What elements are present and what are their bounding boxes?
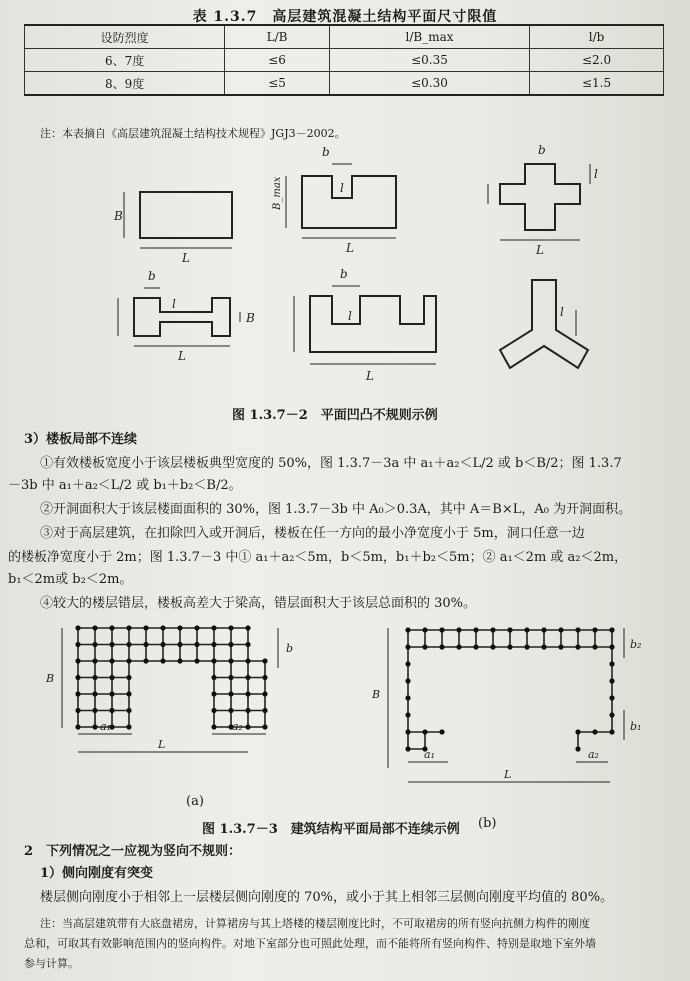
dim-label-a2: a₂ (588, 748, 599, 761)
dim-label-b: b (340, 267, 348, 281)
grid-node (245, 642, 250, 647)
dim-label-L: L (536, 243, 544, 257)
grid-node (575, 627, 580, 632)
note-line: 注：当高层建筑带有大底盘裙房，计算裙房与其上塔楼的楼层刚度比时，不可取裙房的所有竖向抗侧力构件的刚度 (40, 917, 590, 930)
dim-label-L: L (504, 768, 512, 781)
grid-node (109, 625, 114, 630)
grid-plan-a (75, 625, 267, 729)
grid-node (126, 658, 131, 663)
grid-node (490, 627, 495, 632)
grid-node (211, 691, 216, 696)
grid-node (558, 627, 563, 632)
grid-node (609, 712, 614, 717)
grid-node (592, 627, 597, 632)
table-cell: ≤6 (225, 49, 330, 72)
grid-node (422, 644, 427, 649)
grid-node (405, 644, 410, 649)
grid-node (439, 627, 444, 632)
grid-node (126, 675, 131, 680)
dim-label-B: B (114, 209, 123, 223)
grid-node (177, 625, 182, 630)
table-header-row (25, 25, 664, 49)
dim-label-l: l (594, 167, 598, 181)
paragraph-2: ②开洞面积大于该层楼面面积的 30%，图 1.3.7－3b 中 A₀＞0.3A，其中 A＝B×L，A₀ 为开洞面积。 (40, 502, 632, 517)
grid-node (422, 627, 427, 632)
grid-node (262, 675, 267, 680)
grid-node (143, 642, 148, 647)
grid-node (211, 658, 216, 663)
grid-node (439, 644, 444, 649)
dim-label-l: l (340, 181, 344, 195)
grid-node (609, 644, 614, 649)
grid-node (245, 708, 250, 713)
grid-node (211, 625, 216, 630)
note-line: 参与计算。 (24, 957, 79, 970)
dim-label-B: B (372, 688, 381, 701)
grid-node (507, 627, 512, 632)
grid-node (405, 627, 410, 632)
dim-label-a1: a₁ (424, 748, 435, 761)
paragraph-4: ④较大的楼层错层，楼板高差大于梁高，错层面积大于该层总面积的 30%。 (40, 596, 477, 611)
grid-node (109, 658, 114, 663)
grid-node (160, 625, 165, 630)
grid-node (177, 658, 182, 663)
grid-node (575, 644, 580, 649)
dim-label-b: b (286, 642, 294, 655)
notched-plan-shape (286, 164, 396, 238)
figure-label-a: (a) (186, 794, 204, 809)
grid-node (75, 675, 80, 680)
grid-node (143, 658, 148, 663)
figure-caption-1: 图 1.3.7－2 平面凹凸不规则示例 (232, 408, 438, 423)
table-cell: ≤5 (225, 72, 330, 96)
grid-node (194, 642, 199, 647)
grid-node (92, 708, 97, 713)
grid-node (228, 675, 233, 680)
dim-label-b: b (538, 143, 546, 157)
grid-node (92, 642, 97, 647)
grid-node (92, 675, 97, 680)
table-cell: 6、7度 (25, 49, 225, 72)
table-note: 注：本表摘自《高层建筑混凝土结构技术规程》JGJ3－2002。 (40, 127, 346, 140)
table-cell: ≤1.5 (530, 72, 664, 96)
table-header-cell: l/B_max (329, 25, 529, 49)
table-cell: 8、9度 (25, 72, 225, 96)
grid-node (211, 675, 216, 680)
grid-node (92, 691, 97, 696)
table-row (25, 49, 664, 72)
discontinuity-figure (0, 618, 690, 848)
grid-node (262, 724, 267, 729)
dim-label-a2: a₂ (232, 720, 243, 733)
cross-plan-shape (488, 164, 590, 240)
dim-label-Bmax: B_max (272, 176, 283, 210)
grid-node (92, 658, 97, 663)
grid-node (490, 644, 495, 649)
dim-label-b: b (148, 269, 156, 283)
grid-node (75, 658, 80, 663)
y-plan-shape (500, 280, 588, 368)
grid-node (592, 644, 597, 649)
grid-node (228, 708, 233, 713)
paragraph-3b: 的楼板净宽度小于 2m；图 1.3.7－3 中① a₁＋a₂＜5m，b＜5m，b₁＋b₂＜5m；② a₁＜2m 或 a₂＜2m， (8, 550, 628, 565)
grid-node (609, 678, 614, 683)
grid-node (211, 724, 216, 729)
paragraph-3a: ③对于高层建筑，在扣除凹入或开洞后，楼板在任一方向的最小净宽度小于 5m，洞口任意一边 (40, 526, 585, 541)
dim-label-l: l (172, 297, 176, 311)
grid-node (558, 644, 563, 649)
comb-plan-shape (294, 286, 436, 364)
grid-node (245, 675, 250, 680)
dim-label-l: l (348, 309, 352, 323)
grid-node (194, 625, 199, 630)
paragraph-3c: b₁＜2m或 b₂＜2m。 (8, 572, 133, 587)
table-title: 表 1.3.7 高层建筑混凝土结构平面尺寸限值 (192, 9, 498, 25)
dim-label-b2: b₂ (630, 638, 642, 651)
dim-label-L: L (182, 251, 190, 265)
grid-node (262, 691, 267, 696)
figure-label-b: (b) (478, 816, 497, 831)
rectangle-plan-shape (124, 192, 232, 248)
limits-table (24, 24, 664, 96)
grid-node (473, 644, 478, 649)
grid-node (456, 644, 461, 649)
grid-node (524, 627, 529, 632)
grid-node (75, 691, 80, 696)
table-cell: ≤0.30 (329, 72, 529, 96)
section-heading: 3）楼板局部不连续 (24, 432, 138, 447)
grid-node (126, 642, 131, 647)
dim-label-L: L (346, 241, 354, 255)
grid-node (507, 644, 512, 649)
grid-node (609, 661, 614, 666)
table-cell: ≤0.35 (329, 49, 529, 72)
grid-node (262, 658, 267, 663)
grid-node (109, 675, 114, 680)
grid-node (405, 712, 410, 717)
grid-node (126, 724, 131, 729)
grid-node (194, 658, 199, 663)
grid-node (245, 691, 250, 696)
table-cell: ≤2.0 (530, 49, 664, 72)
grid-node (245, 724, 250, 729)
dumbbell-plan-shape (118, 288, 240, 346)
grid-node (575, 729, 580, 734)
grid-node (609, 729, 614, 734)
grid-node (405, 661, 410, 666)
dim-label-l: l (560, 305, 564, 319)
dim-label-B: B (46, 672, 55, 685)
dim-label-B: B (246, 311, 255, 325)
dim-label-b: b (322, 145, 330, 159)
grid-node (262, 708, 267, 713)
dim-label-a1: a₁ (100, 720, 111, 733)
dim-label-L: L (366, 369, 374, 383)
grid-node (405, 678, 410, 683)
grid-node (126, 708, 131, 713)
grid-node (109, 642, 114, 647)
plan-shapes-figure (0, 140, 690, 405)
paragraph: 楼层侧向刚度小于相邻上一层楼层侧向刚度的 70%，或小于其上相邻三层侧向刚度平均值的 80%。 (40, 890, 614, 905)
grid-node (75, 625, 80, 630)
paragraph-1b: －3b 中 a₁＋a₂＜L/2 或 b₁＋b₂＜B/2。 (8, 478, 242, 493)
grid-node (245, 625, 250, 630)
grid-node (245, 658, 250, 663)
grid-node (92, 625, 97, 630)
grid-node (439, 729, 444, 734)
grid-node (92, 724, 97, 729)
note-line: 总和，可取其有效影响范围内的竖向构件。对地下室部分也可照此处理，而不能将所有竖向构件、特别是取地下室外墙 (24, 937, 596, 950)
grid-node (609, 695, 614, 700)
grid-node (609, 627, 614, 632)
paragraph-1a: ①有效楼板宽度小于该层楼板典型宽度的 50%，图 1.3.7－3a 中 a₁＋a₂＜L/2 或 b＜B/2；图 1.3.7 (40, 456, 622, 471)
grid-node (75, 708, 80, 713)
grid-node (109, 708, 114, 713)
grid-node (177, 642, 182, 647)
grid-node (592, 729, 597, 734)
grid-node (405, 729, 410, 734)
figure-caption-2: 图 1.3.7－3 建筑结构平面局部不连续示例 (202, 822, 460, 837)
note-block (24, 914, 596, 974)
grid-node (456, 627, 461, 632)
grid-node (126, 691, 131, 696)
grid-node (541, 644, 546, 649)
grid-node (422, 729, 427, 734)
grid-node (211, 642, 216, 647)
table-header-cell: l/b (530, 25, 664, 49)
subsection-heading: 1）侧向刚度有突变 (40, 866, 154, 881)
grid-node (160, 642, 165, 647)
section-heading: 2 下列情况之一应视为竖向不规则： (24, 844, 242, 859)
dim-label-L: L (158, 738, 166, 751)
grid-node (211, 708, 216, 713)
table-row (25, 72, 664, 96)
grid-node (405, 695, 410, 700)
grid-node (228, 658, 233, 663)
grid-node (75, 724, 80, 729)
grid-node (524, 644, 529, 649)
grid-node (541, 627, 546, 632)
grid-node (228, 691, 233, 696)
grid-node (75, 642, 80, 647)
grid-node (473, 627, 478, 632)
grid-node (126, 625, 131, 630)
grid-node (143, 625, 148, 630)
table-header-cell: 设防烈度 (25, 25, 225, 49)
grid-plan-b (405, 627, 614, 751)
grid-node (228, 625, 233, 630)
grid-node (228, 642, 233, 647)
grid-node (160, 658, 165, 663)
grid-node (109, 691, 114, 696)
grid-node (575, 746, 580, 751)
dim-label-b1: b₁ (630, 720, 642, 733)
grid-node (405, 746, 410, 751)
dim-label-L: L (178, 349, 186, 363)
table-header-cell: L/B (225, 25, 330, 49)
